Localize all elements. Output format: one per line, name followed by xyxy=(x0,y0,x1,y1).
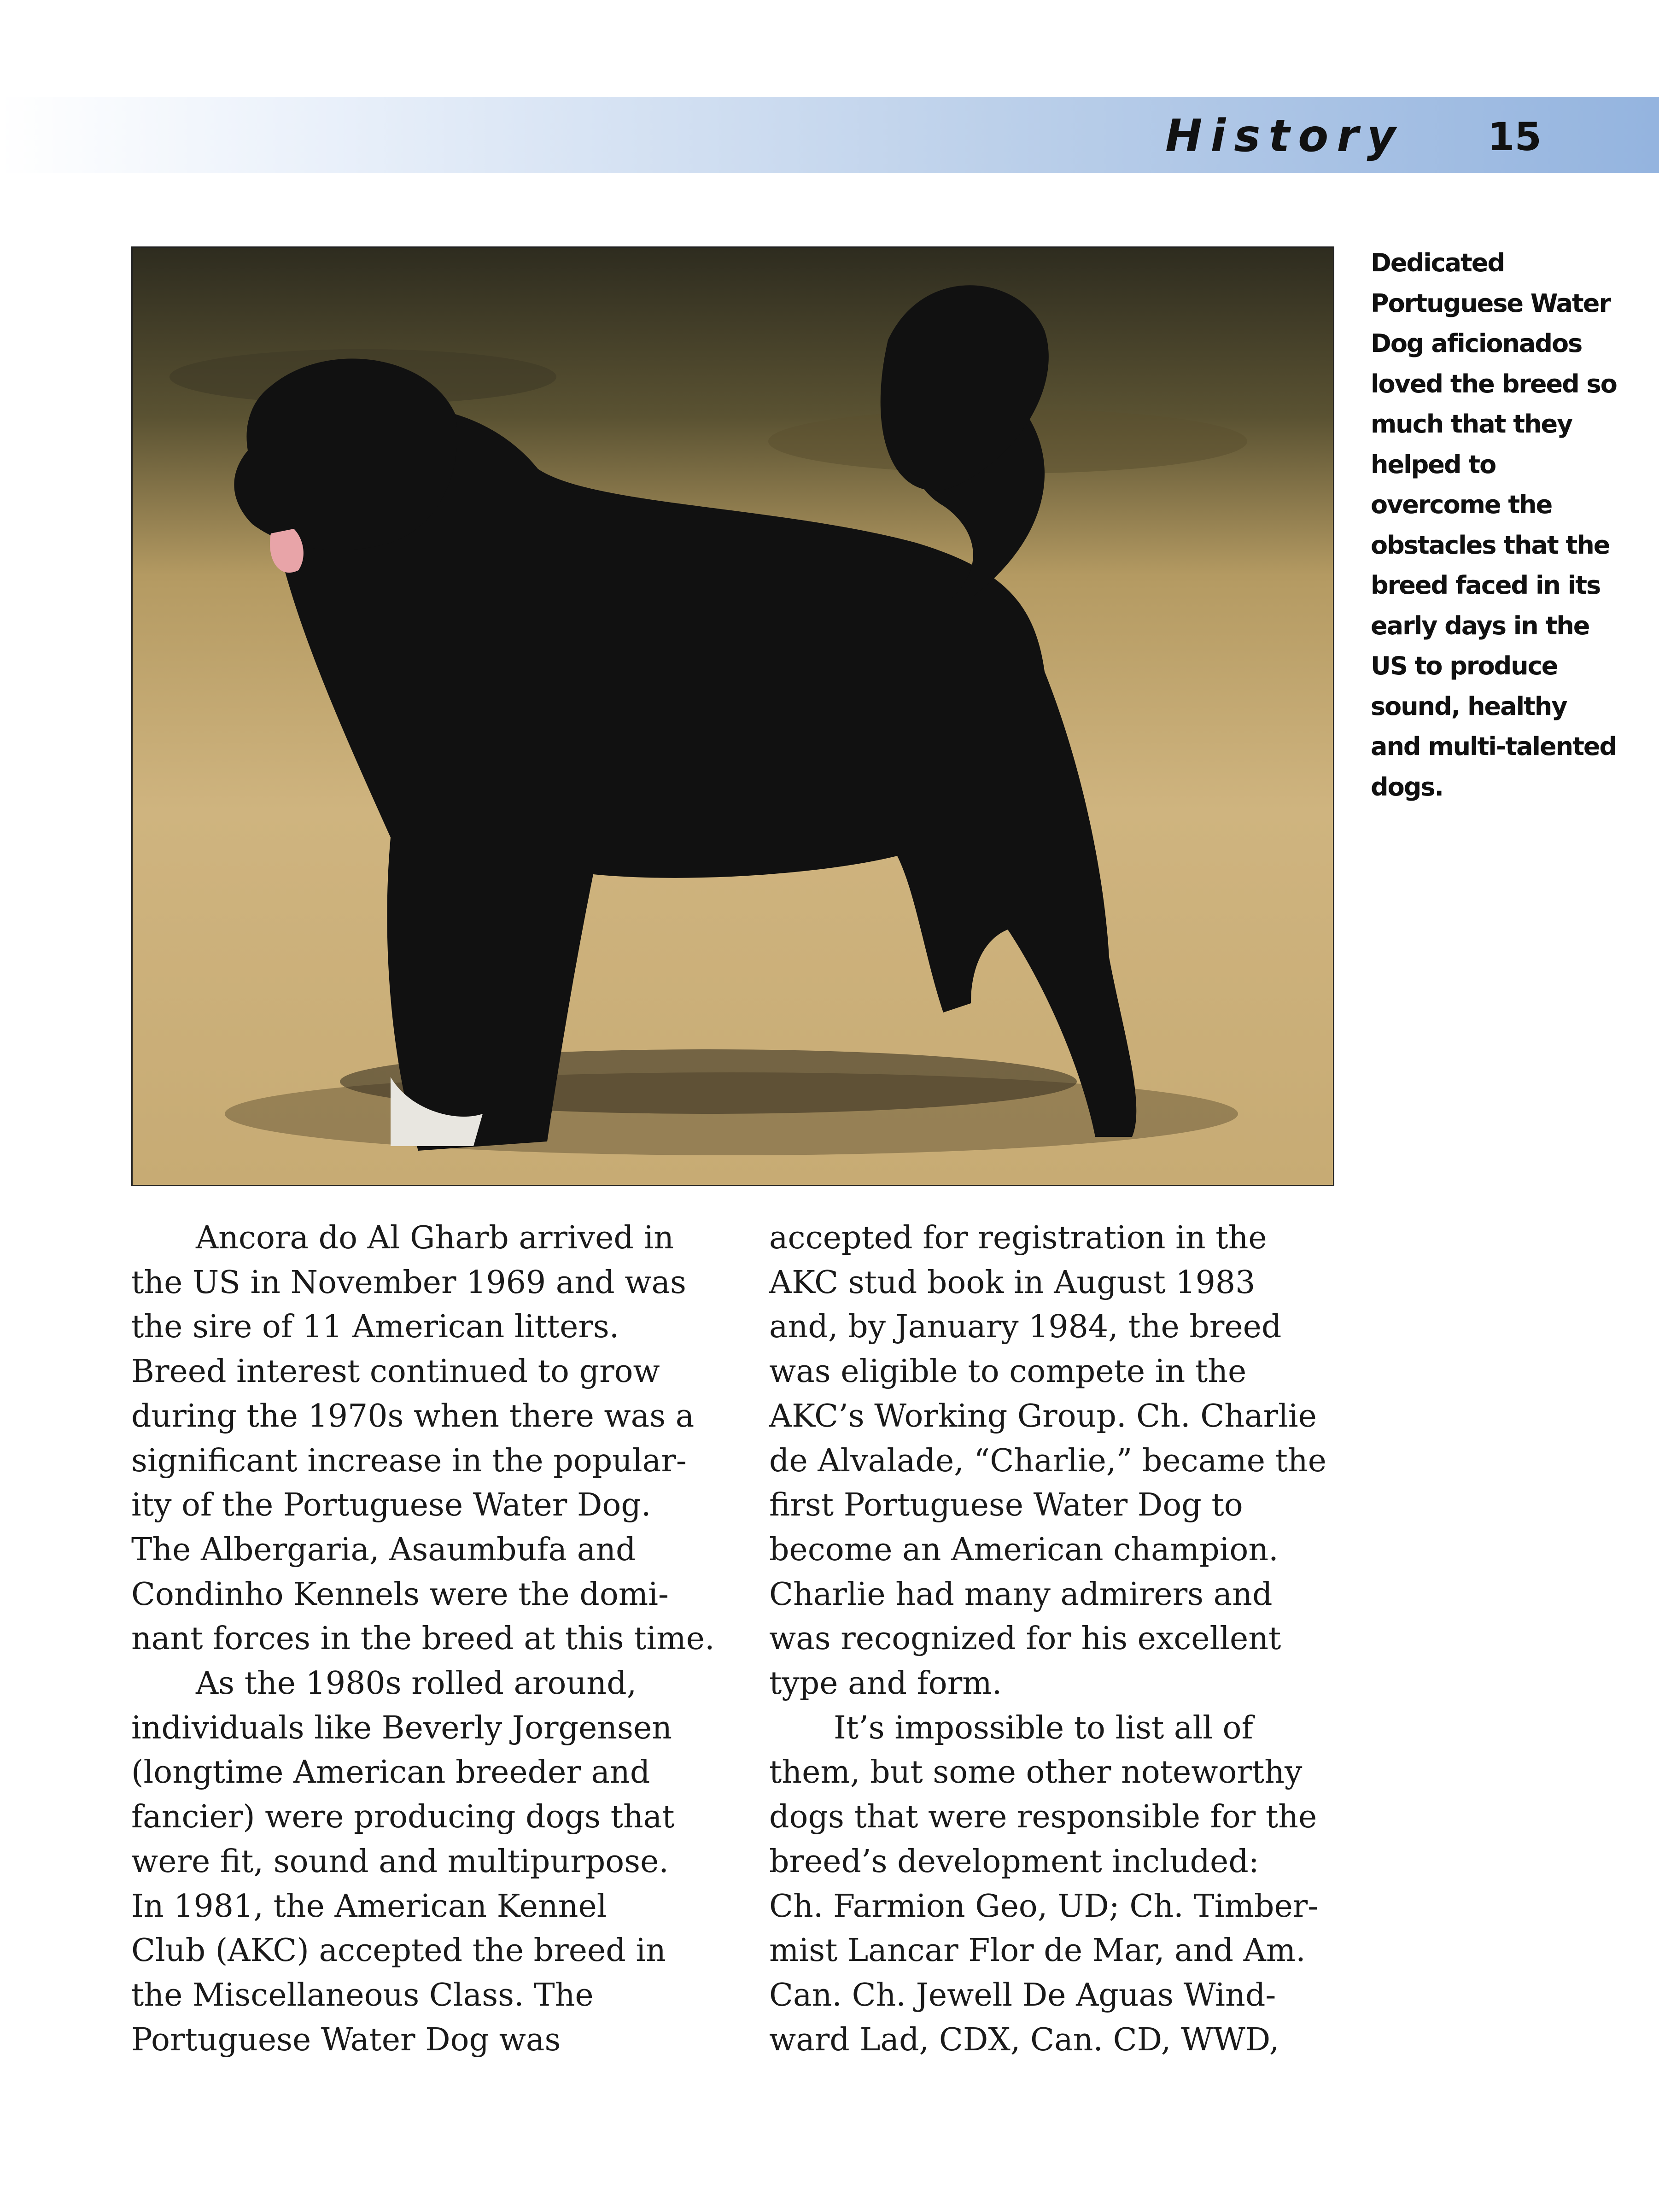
body-line: were fit, sound and multipurpose. xyxy=(131,1843,669,1880)
body-line: Club (AKC) accepted the breed in xyxy=(131,1932,666,1969)
header-band xyxy=(0,97,1659,173)
body-line: dogs that were responsible for the xyxy=(769,1799,1317,1836)
caption-line: helped to xyxy=(1371,450,1496,479)
body-line: accepted for registration in the xyxy=(769,1220,1267,1256)
caption-line: Portuguese Water xyxy=(1371,288,1610,318)
body-text-left-column xyxy=(131,1216,785,2062)
body-line: become an American champion. xyxy=(769,1531,1279,1568)
caption-line: much that they xyxy=(1371,410,1572,439)
body-line: Charlie had many admirers and xyxy=(769,1576,1273,1613)
body-line: first Portuguese Water Dog to xyxy=(769,1487,1243,1524)
body-line: mist Lancar Flor de Mar, and Am. xyxy=(769,1932,1306,1969)
page-number: 15 xyxy=(1488,114,1542,159)
caption-line: overcome the xyxy=(1371,490,1552,519)
body-line: and, by January 1984, the breed xyxy=(769,1309,1282,1346)
body-line: The Albergaria, Asaumbufa and xyxy=(131,1531,636,1568)
body-line: during the 1970s when there was a xyxy=(131,1398,695,1434)
body-line: Breed interest continued to grow xyxy=(131,1353,660,1390)
body-line: type and form. xyxy=(769,1665,1002,1702)
body-line: was recognized for his excellent xyxy=(769,1621,1281,1657)
body-line: (longtime American breeder and xyxy=(131,1754,650,1791)
caption-line: breed faced in its xyxy=(1371,571,1601,600)
caption-line: early days in the xyxy=(1371,611,1589,640)
body-line: significant increase in the popular- xyxy=(131,1442,687,1479)
body-line: individuals like Beverly Jorgensen xyxy=(131,1709,672,1746)
body-line: the sire of 11 American litters. xyxy=(131,1309,619,1346)
body-line: AKC stud book in August 1983 xyxy=(769,1264,1256,1301)
body-line: ward Lad, CDX, Can. CD, WWD, xyxy=(769,2021,1279,2058)
dog-photo xyxy=(131,246,1334,1186)
body-line: As the 1980s rolled around, xyxy=(196,1665,637,1702)
body-line: fancier) were producing dogs that xyxy=(131,1799,675,1836)
running-header-title: History xyxy=(1165,110,1404,162)
body-line: de Alvalade, “Charlie,” became the xyxy=(769,1442,1326,1479)
body-line: the US in November 1969 and was xyxy=(131,1264,686,1301)
caption-line: loved the breed so xyxy=(1371,369,1617,398)
caption-line: dogs. xyxy=(1371,772,1443,802)
body-line: AKC’s Working Group. Ch. Charlie xyxy=(769,1398,1317,1434)
body-line: was eligible to compete in the xyxy=(769,1353,1247,1390)
caption-line: sound, healthy xyxy=(1371,691,1567,721)
body-line: Can. Ch. Jewell De Aguas Wind- xyxy=(769,1977,1276,2013)
body-line: them, but some other noteworthy xyxy=(769,1754,1303,1791)
body-line: breed’s development included: xyxy=(769,1843,1259,1880)
caption-line: and multi-talented xyxy=(1371,732,1617,761)
body-line: nant forces in the breed at this time. xyxy=(131,1621,715,1657)
body-line: Condinho Kennels were the domi- xyxy=(131,1576,669,1613)
body-line: the Miscellaneous Class. The xyxy=(131,1977,594,2013)
body-line: In 1981, the American Kennel xyxy=(131,1888,607,1925)
photo-caption xyxy=(1371,243,1617,807)
caption-line: Dog aficionados xyxy=(1371,329,1582,358)
caption-line: obstacles that the xyxy=(1371,530,1610,560)
body-line: Portuguese Water Dog was xyxy=(131,2021,561,2058)
body-text-right-column xyxy=(769,1216,1423,2062)
caption-line: Dedicated xyxy=(1371,248,1505,277)
body-line: Ch. Farmion Geo, UD; Ch. Timber- xyxy=(769,1888,1319,1925)
body-line: ity of the Portuguese Water Dog. xyxy=(131,1487,651,1524)
caption-line: US to produce xyxy=(1371,651,1558,680)
body-line: It’s impossible to list all of xyxy=(834,1709,1253,1746)
body-line: Ancora do Al Gharb arrived in xyxy=(196,1220,674,1256)
